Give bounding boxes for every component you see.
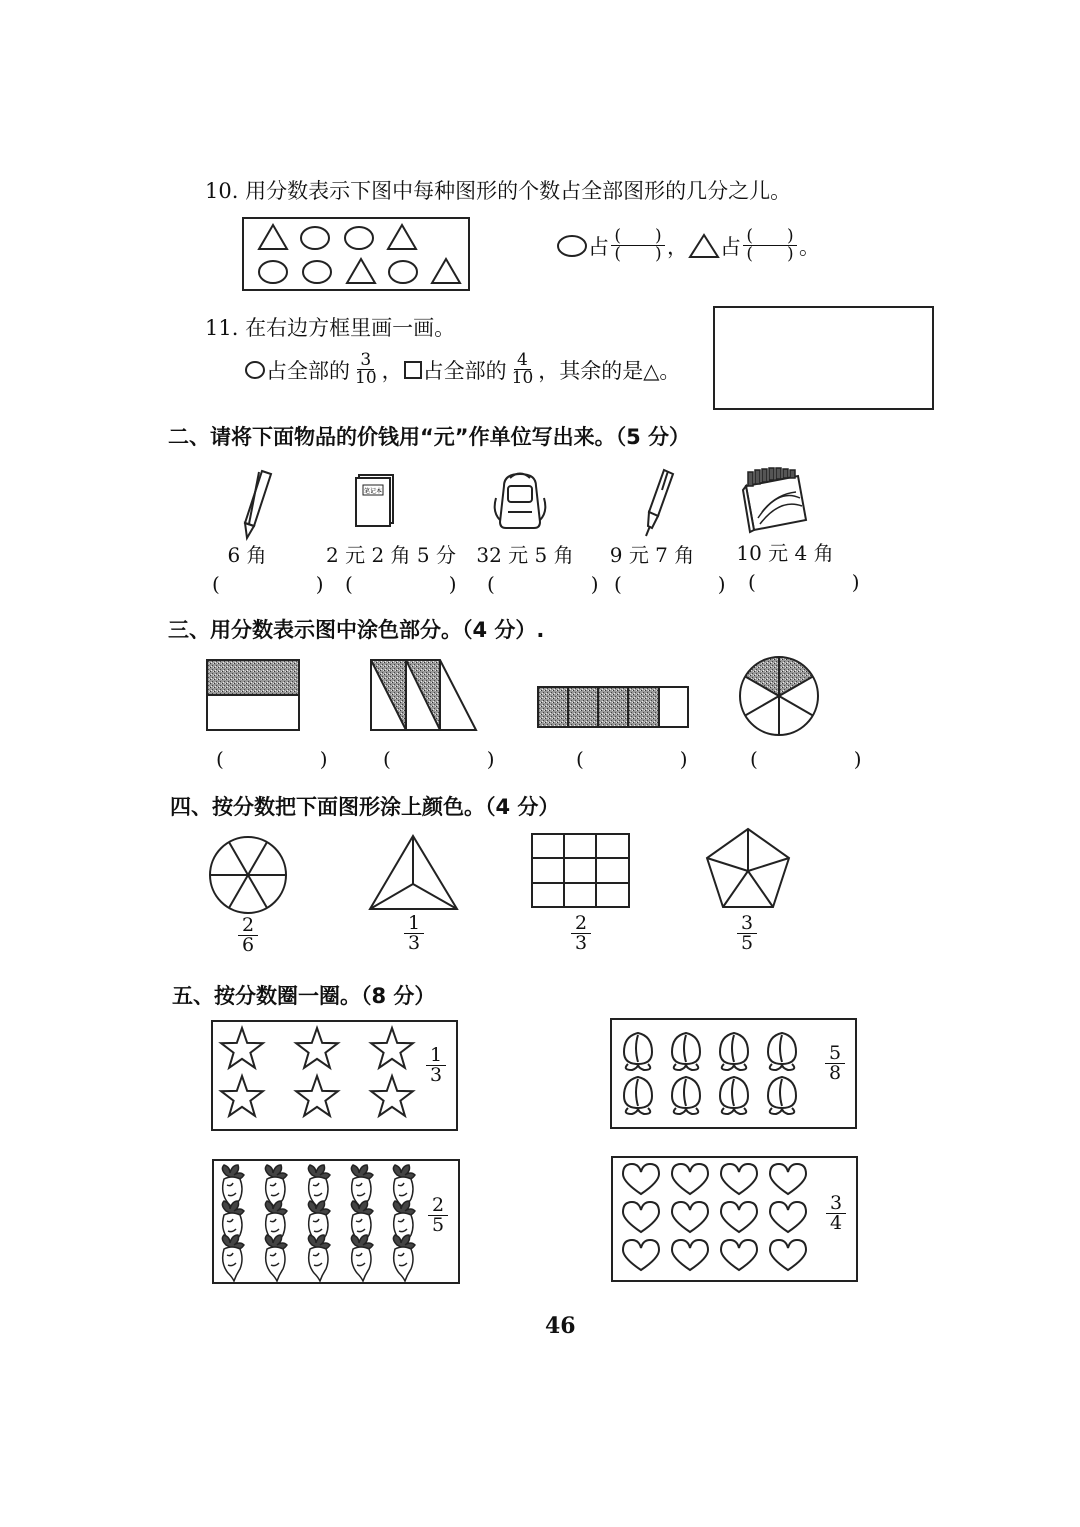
- radish-icon: [265, 1235, 287, 1281]
- circle-icon: [389, 261, 417, 283]
- fraction-numerator: 2: [571, 914, 591, 934]
- star-icon: [296, 1076, 338, 1116]
- heart-icon: [623, 1164, 659, 1194]
- q11-fraction-circle: [352, 352, 380, 387]
- peach-icon: [720, 1077, 748, 1114]
- heart-icon: [672, 1240, 708, 1270]
- crayon-box-icon: [742, 468, 810, 532]
- shaded-circle: [738, 655, 820, 737]
- answer-blank[interactable]: ( ): [383, 747, 533, 771]
- fraction-numerator: 3: [357, 352, 374, 370]
- q11-instruction: [244, 352, 680, 387]
- section5-fraction: [428, 1196, 448, 1235]
- peach-icon: [672, 1077, 700, 1114]
- q10-text: 用分数表示下图中每种图形的个数占全部图形的几分之儿。: [245, 179, 792, 203]
- fraction-denominator: 3: [575, 932, 588, 954]
- peach-icon: [672, 1033, 700, 1070]
- peach-icon: [768, 1077, 796, 1114]
- circle-icon: [345, 227, 373, 249]
- circle-icon: [301, 227, 329, 249]
- circle-icon: [556, 235, 588, 257]
- fraction-denominator: 3: [408, 932, 421, 954]
- peaches-group[interactable]: [610, 1018, 853, 1125]
- q10-circle-label: 占: [588, 234, 609, 259]
- q10-shape-box: [242, 217, 470, 291]
- peach-icon: [624, 1033, 652, 1070]
- fraction-denominator: 3: [430, 1064, 443, 1086]
- pentagon-fifths[interactable]: [705, 827, 791, 909]
- answer-blank[interactable]: ( ): [216, 747, 366, 771]
- fraction-denominator: 5: [432, 1214, 445, 1236]
- page-number: 46: [545, 1313, 576, 1339]
- peach-icon: [768, 1033, 796, 1070]
- price-label: 6 角: [227, 543, 267, 567]
- radish-icon: [222, 1235, 244, 1281]
- blank-numerator: ( ): [743, 228, 797, 246]
- triangle-icon: [347, 259, 375, 283]
- q11-part3: 占全部的: [422, 358, 507, 383]
- section5-title: 五、按分数圈一圈。（8 分）: [172, 984, 436, 1008]
- fraction-denominator: 6: [242, 934, 255, 956]
- shaded-rectangle-half: [206, 659, 300, 731]
- fraction-denominator: 5: [741, 932, 754, 954]
- radish-icon: [351, 1235, 373, 1281]
- answer-blank[interactable]: ( ): [614, 572, 764, 596]
- star-icon: [221, 1028, 263, 1068]
- fraction-numerator: 2: [428, 1196, 448, 1216]
- heart-icon: [672, 1202, 708, 1232]
- peach-icon: [624, 1077, 652, 1114]
- peach-icon: [720, 1033, 748, 1070]
- q11-fraction-square: [509, 352, 537, 387]
- q11-text: 在右边方框里画一画。: [245, 316, 456, 340]
- stars-group[interactable]: [211, 1020, 454, 1127]
- fraction-numerator: 4: [514, 352, 531, 370]
- heart-icon: [770, 1164, 806, 1194]
- circle-icon: [244, 360, 266, 380]
- radish-icon: [393, 1235, 415, 1281]
- q10-number: 10.: [205, 179, 239, 203]
- heart-icon: [770, 1202, 806, 1232]
- blank-denominator: ( ): [746, 244, 794, 264]
- q10-triangle-label: 占: [720, 234, 741, 259]
- price-label: 2 元 2 角 5 分: [326, 543, 456, 567]
- heart-icon: [623, 1240, 659, 1270]
- fraction-numerator: 3: [737, 914, 757, 934]
- answer-blank[interactable]: ( ): [750, 747, 900, 771]
- blank-numerator: ( ): [611, 228, 665, 246]
- notebook-icon: [355, 473, 397, 527]
- fraction-numerator: 5: [825, 1044, 845, 1064]
- star-icon: [371, 1028, 413, 1068]
- circle-icon: [259, 261, 287, 283]
- section3-title: 三、用分数表示图中涂色部分。（4 分）.: [168, 618, 545, 642]
- section5-fraction: [825, 1044, 845, 1083]
- triangle-icon: [388, 225, 416, 249]
- star-icon: [296, 1028, 338, 1068]
- q11-part1: 占全部的: [266, 358, 350, 383]
- circle-icon: [303, 261, 331, 283]
- heart-icon: [721, 1202, 757, 1232]
- q10-answer: [556, 228, 820, 263]
- q11-prompt: [205, 312, 455, 342]
- q10-circle-fraction-blank[interactable]: [611, 228, 665, 263]
- triangle-icon: [259, 225, 287, 249]
- backpack-icon: [490, 468, 550, 530]
- q11-drawing-box[interactable]: [713, 306, 934, 410]
- fraction-denominator: 8: [829, 1062, 842, 1084]
- section4-title: 四、按分数把下面图形涂上颜色。（4 分）: [170, 795, 560, 819]
- heart-icon: [623, 1202, 659, 1232]
- shaded-strip: [537, 686, 689, 728]
- triangle-icon: [688, 233, 720, 259]
- price-label: 9 元 7 角: [609, 543, 695, 567]
- q10-prompt: [205, 175, 791, 205]
- q11-part2: ，: [381, 358, 403, 383]
- radish-icon: [308, 1235, 330, 1281]
- triangle-thirds[interactable]: [368, 834, 460, 912]
- section4-fraction: [571, 914, 591, 953]
- triangle-icon: [432, 259, 460, 283]
- fraction-denominator: 4: [830, 1212, 843, 1234]
- square-icon: [403, 360, 423, 380]
- section5-fraction: [426, 1046, 446, 1085]
- fraction-numerator: 1: [426, 1046, 446, 1066]
- section4-fraction: [737, 914, 757, 953]
- fraction-numerator: 2: [238, 916, 258, 936]
- fraction-denominator: 10: [511, 368, 534, 388]
- heart-icon: [721, 1164, 757, 1194]
- q10-separator: ，: [667, 234, 688, 259]
- q11-number: 11.: [205, 316, 239, 340]
- blank-denominator: ( ): [614, 244, 662, 264]
- answer-blank[interactable]: ( ): [212, 572, 362, 596]
- star-icon: [221, 1076, 263, 1116]
- hearts-group[interactable]: [611, 1156, 854, 1278]
- q11-part4: ，其余的是△。: [538, 358, 681, 383]
- pencil-icon: [240, 468, 274, 540]
- heart-icon: [721, 1240, 757, 1270]
- notebook-label: 笔记本: [363, 488, 383, 495]
- section4-fraction: [238, 916, 258, 955]
- section5-fraction: [826, 1194, 846, 1233]
- grid-rectangle[interactable]: [531, 833, 631, 909]
- heart-icon: [770, 1240, 806, 1270]
- answer-blank[interactable]: ( ): [487, 572, 637, 596]
- star-icon: [371, 1076, 413, 1116]
- answer-blank[interactable]: ( ): [576, 747, 726, 771]
- heart-icon: [672, 1164, 708, 1194]
- price-label: 10 元 4 角: [736, 541, 834, 565]
- fraction-numerator: 3: [826, 1194, 846, 1214]
- answer-blank[interactable]: ( ): [345, 572, 495, 596]
- fraction-numerator: 1: [404, 914, 424, 934]
- q10-triangle-fraction-blank[interactable]: [743, 228, 797, 263]
- fraction-denominator: 10: [355, 368, 377, 388]
- section4-fraction: [404, 914, 424, 953]
- answer-blank[interactable]: ( ): [748, 570, 898, 594]
- price-label: 32 元 5 角: [476, 543, 574, 567]
- circle-sixths[interactable]: [208, 835, 288, 915]
- shaded-parallelogram: [368, 658, 480, 732]
- pen-icon: [640, 468, 676, 540]
- q10-end: 。: [799, 234, 820, 259]
- radishes-group[interactable]: [212, 1159, 456, 1280]
- section2-title: 二、请将下面物品的价钱用“元”作单位写出来。（5 分）: [168, 425, 691, 449]
